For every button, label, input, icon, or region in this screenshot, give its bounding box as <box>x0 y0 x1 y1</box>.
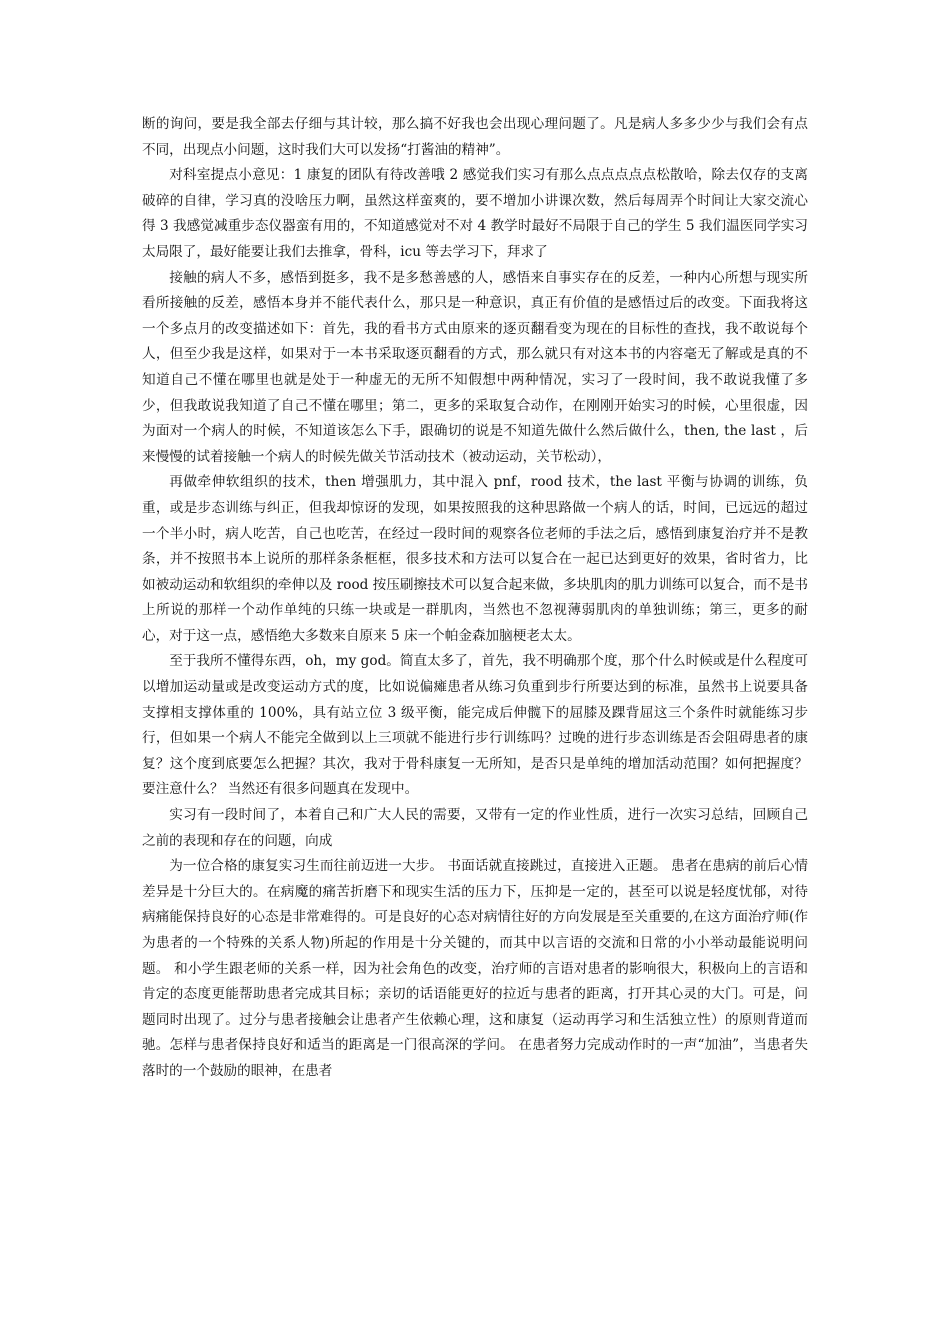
paragraph-1: 断的询问，要是我全部去仔细与其计较，那么搞不好我也会出现心理问题了。凡是病人多多少少与我们会有点不同，出现点小问题，这时我们大可以发扬“打酱油的精神”。 <box>142 116 808 158</box>
paragraph-7: 为一位合格的康复实习生而往前迈进一大步。 书面话就直接跳过，直接进入正题。 患者在患病的前后心情差异是十分巨大的。在病魔的痛苦折磨下和现实生活的压力下，压抑是一定的，甚至可以说是轻度忧郁，对待病痛能保持良好的心态是非常难得的。可是良好的心态对病情往好的方向发展是至关重要的,在这方面治疗师(作为患者的一个特殊的关系人物)所起的作用是十分关键的，而其中以言语的交流和日常的小小举动最能说明问题。 和小学生跟老师的关系一样，因为社会角色的改变，治疗师的言语对患者的影响很大，积极向上的言语和肯定的态度更能帮助患者完成其目标；亲切的话语能更好的拉近与患者的距离，打开其心灵的大门。可是，问题同时出现了。过分与患者接触会让患者产生依赖心理，这和康复（运动再学习和生活独立性）的原则背道而驰。怎样与患者保持良好和适当的距离是一门很高深的学问。 在患者努力完成动作时的一声“加油”，当患者失落时的一个鼓励的眼神，在患者 <box>142 858 808 1079</box>
paragraph-6: 实习有一段时间了，本着自己和广大人民的需要，又带有一定的作业性质，进行一次实习总结，回顾自己之前的表现和存在的问题，向成 <box>142 807 808 849</box>
paragraph-5: 至于我所不懂得东西，oh，my god。简直太多了，首先，我不明确那个度，那个什么时候或是什么程度可以增加运动量或是改变运动方式的度，比如说偏瘫患者从练习负重到步行所要达到的标准，虽然书上说要具备支撑相支撑体重的 100%，具有站立位 3 级平衡，能完成后伸髋下的屈膝及踝背屈这三个条件时就能练习步行，但如果一个病人不能完全做到以上三项就不能进行步行训练吗？过晚的进行步态训练是否会阻碍患者的康复？这个度到底要怎么把握？其次，我对于骨科康复一无所知，是否只是单纯的增加活动范围？如何把握度？要注意什么？ 当然还有很多问题真在发现中。 <box>142 653 808 798</box>
document-body <box>142 112 808 1085</box>
paragraph-3: 接触的病人不多，感悟到挺多，我不是多愁善感的人，感悟来自事实存在的反差，一种内心所想与现实所看所接触的反差，感悟本身并不能代表什么，那只是一种意识，真正有价值的是感悟过后的改变。下面我将这一个多点月的改变描述如下：首先，我的看书方式由原来的逐页翻看变为现在的目标性的查找，我不敢说每个人，但至少我是这样，如果对于一本书采取逐页翻看的方式，那么就只有对这本书的内容毫无了解或是真的不知道自己不懂在哪里也就是处于一种虚无的无所不知假想中两种情况，实习了一段时间，我不敢说我懂了多少，但我敢说我知道了自己不懂在哪里；第二，更多的采取复合动作，在刚刚开始实习的时候，心里很虚，因为面对一个病人的时候，不知道该怎么下手，跟确切的说是不知道先做什么然后做什么，then, the last ，后来慢慢的试着接触一个病人的时候先做关节活动技术（被动运动，关节松动）， <box>142 269 808 465</box>
paragraph-4: 再做牵伸软组织的技术，then 增强肌力，其中混入 pnf，rood 技术，the last 平衡与协调的训练，负重，或是步态训练与纠正，但我却惊讶的发现，如果按照我的这种思路做一个病人的话，时间，已远远的超过一个半小时，病人吃苦，自己也吃苦，在经过一段时间的观察各位老师的手法之后，感悟到康复治疗并不是教条，并不按照书本上说所的那样条条框框，很多技术和方法可以复合在一起已达到更好的效果，省时省力，比如被动运动和软组织的牵伸以及 rood 按压刷擦技术可以复合起来做，多块肌肉的肌力训练可以复合，而不是书上所说的那样一个动作单纯的只练一块或是一群肌肉，当然也不忽视薄弱肌肉的单独训练；第三，更多的耐心，对于这一点，感悟绝大多数来自原来 5 床一个帕金森加脑梗老太太。 <box>142 474 808 644</box>
paragraph-2: 对科室提点小意见：1 康复的团队有待改善哦 2 感觉我们实习有那么点点点点点松散哈，除去仅存的支离破碎的自律，学习真的没啥压力啊，虽然这样蛮爽的，要不增加小讲课次数，然后每周弄个时间让大家交流心得 3 我感觉减重步态仪器蛮有用的，不知道感觉对不对 4 教学时最好不局限于自己的学生 5 我们温医同学实习太局限了，最好能要让我们去推拿，骨科，icu 等去学习下，拜求了 <box>142 167 808 260</box>
